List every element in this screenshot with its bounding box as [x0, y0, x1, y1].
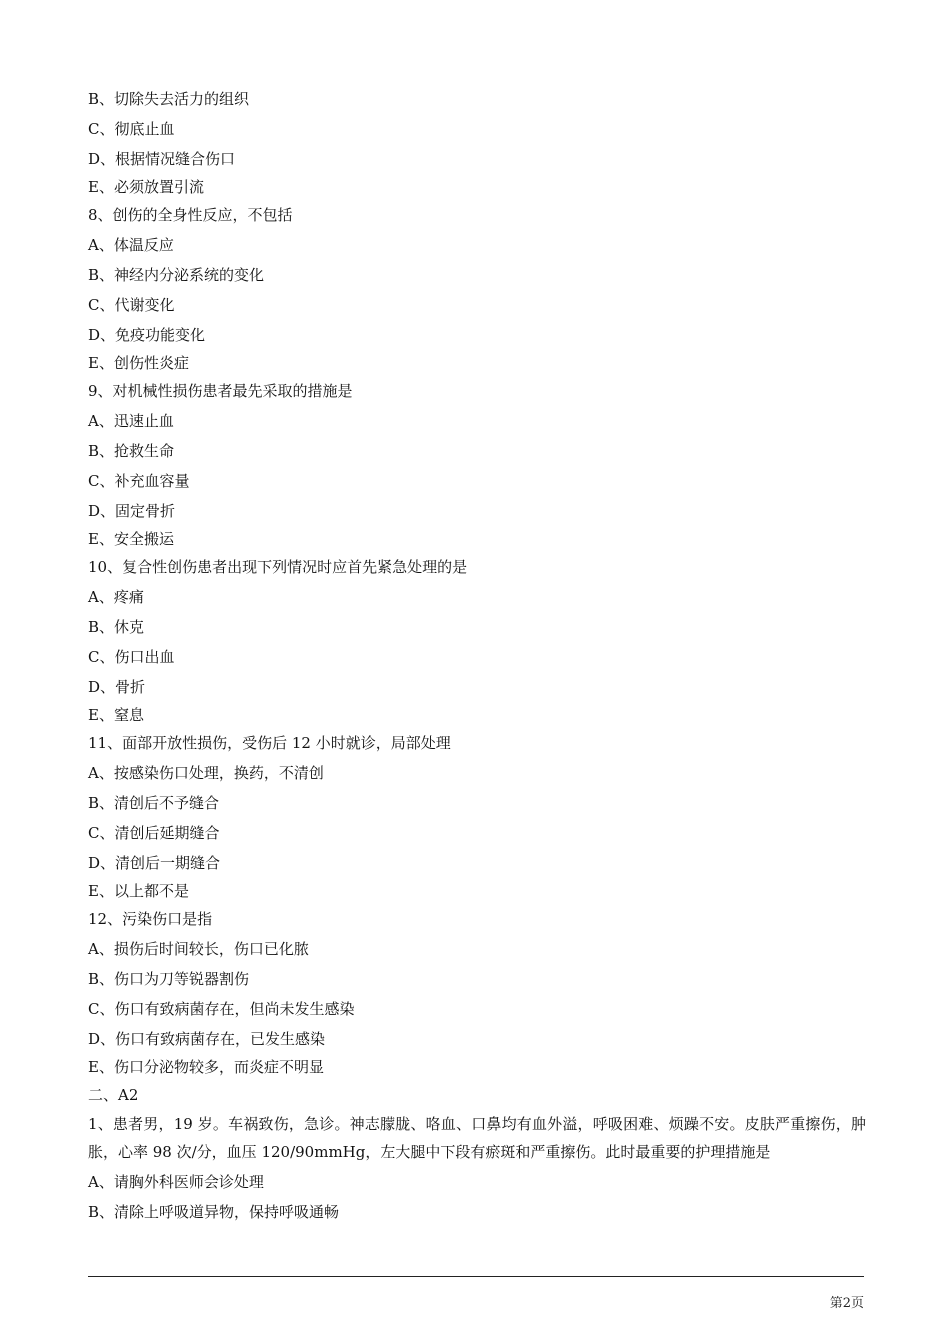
option-line: A、疼痛: [88, 588, 144, 606]
question-paragraph: 1、患者男，19 岁。车祸致伤，急诊。神志朦胧、咯血、口鼻均有血外溢，呼吸困难、烦躁不安。皮肤严重擦伤，肿胀，心率 98 次/分，血压 120/90mmHg，左大腿中下段有瘀斑和严重擦伤。此时最重要的护理措施是: [88, 1115, 866, 1161]
option-line: D、清创后一期缝合: [88, 854, 221, 872]
option-line: D、免疫功能变化: [88, 326, 206, 344]
question-line: 10、复合性创伤患者出现下列情况时应首先紧急处理的是: [88, 558, 468, 576]
option-line: D、固定骨折: [88, 502, 176, 520]
option-line: C、伤口出血: [88, 648, 175, 666]
option-line: C、清创后延期缝合: [88, 824, 220, 842]
question-line: 8、创伤的全身性反应，不包括: [88, 206, 293, 224]
option-line: E、安全搬运: [88, 530, 174, 548]
question-line: 11、面部开放性损伤，受伤后 12 小时就诊，局部处理: [88, 734, 451, 752]
option-line: C、代谢变化: [88, 296, 175, 314]
option-line: A、体温反应: [88, 236, 174, 254]
option-line: A、按感染伤口处理，换药，不清创: [88, 764, 324, 782]
option-line: B、清创后不予缝合: [88, 794, 220, 812]
section-heading: 二、A2: [88, 1086, 139, 1104]
option-line: E、伤口分泌物较多，而炎症不明显: [88, 1058, 324, 1076]
question-line: 12、污染伤口是指: [88, 910, 213, 928]
option-line: D、骨折: [88, 678, 146, 696]
option-line: B、切除失去活力的组织: [88, 90, 250, 108]
option-line: B、神经内分泌系统的变化: [88, 266, 265, 284]
question-line: 9、对机械性损伤患者最先采取的措施是: [88, 382, 353, 400]
option-line: E、以上都不是: [88, 882, 189, 900]
option-line: A、迅速止血: [88, 412, 174, 430]
option-line: D、伤口有致病菌存在，已发生感染: [88, 1030, 326, 1048]
document-body: [88, 84, 866, 1227]
option-line: C、伤口有致病菌存在，但尚未发生感染: [88, 1000, 355, 1018]
option-line: C、补充血容量: [88, 472, 190, 490]
option-line: A、损伤后时间较长，伤口已化脓: [88, 940, 309, 958]
option-line: D、根据情况缝合伤口: [88, 150, 236, 168]
option-line: C、彻底止血: [88, 120, 175, 138]
option-line: B、清除上呼吸道异物，保持呼吸通畅: [88, 1203, 340, 1221]
page-number: 第2页: [829, 1296, 864, 1311]
option-line: B、抢救生命: [88, 442, 175, 460]
option-line: B、休克: [88, 618, 145, 636]
option-line: E、窒息: [88, 706, 144, 724]
option-line: B、伤口为刀等锐器割伤: [88, 970, 250, 988]
option-line: E、创伤性炎症: [88, 354, 189, 372]
option-line: A、请胸外科医师会诊处理: [88, 1173, 264, 1191]
option-line: E、必须放置引流: [88, 178, 204, 196]
footer-divider: [88, 1276, 864, 1277]
